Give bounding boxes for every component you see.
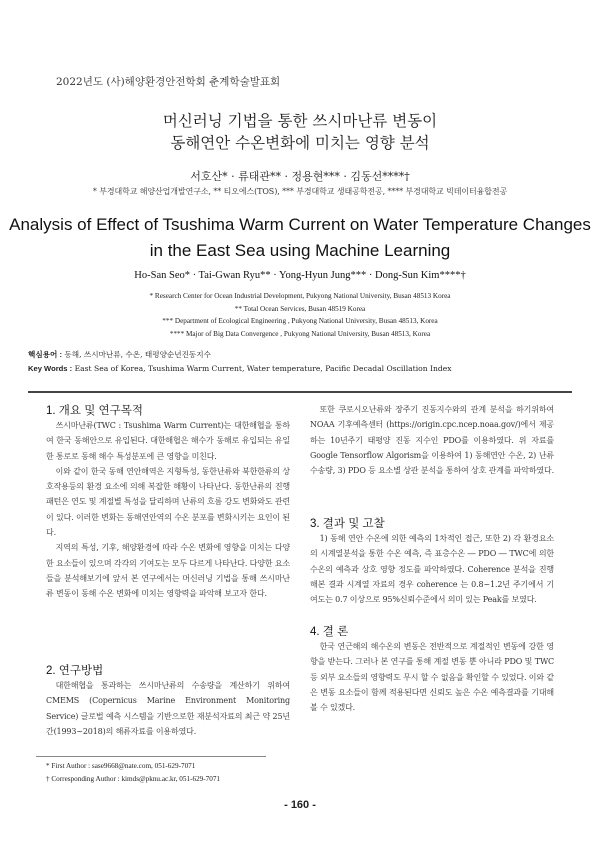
section2-heading: 2. 연구방법 <box>46 665 104 677</box>
section1-paragraph-1: 쓰시마난류(TWC : Tsushima Warm Current)는 대한해협을 통하여 한국 동해안으로 유입된다. 대한해협은 해수가 동해로 유입되는 유일한 통로로 동해 해수 특성분포에 큰 영향을 미친다. <box>46 421 290 461</box>
keywords-korean-text: 동해, 쓰시마난류, 수온, 태평양순년진동지수 <box>64 350 211 359</box>
section1-paragraph-2: 이와 같이 한국 동해 연안해역은 지형특성, 동한난류와 북한한류의 상호작용등의 환경 요소에 의해 복잡한 해황이 나타난다. 동한난류의 진행 패턴은 연도 및 계절별 특성을 달리하며 난류의 흐름 강도 변화와도 관련이 있다. 이러한 변화는 동해연안역의 수온 분포를 변화시키는 요인이 된다. <box>46 466 290 538</box>
english-title <box>0 212 600 264</box>
affiliation-3: *** Department of Ecological Engineering , Pukyong National University, Busan 48513, Korea <box>162 317 438 325</box>
keywords-english-label: Key Words : <box>28 364 73 373</box>
affiliation-2: ** Total Ocean Services, Busan 48519 Korea <box>234 304 366 313</box>
korean-affiliations: * 부경대학교 해양산업개발연구소, ** 티오에스(TOS), *** 부경대학교 생태공학전공, **** 부경대학교 빅데이터융합전공 <box>92 187 508 196</box>
first-author-footnote: * First Author : sase9668@nate.com, 051-629-7071 <box>46 762 196 770</box>
korean-title-line1: 머신러닝 기법을 통한 쓰시마난류 변동이 <box>162 112 438 130</box>
section1-paragraph-3: 지역의 특성, 기후, 해양환경에 따라 수온 변화에 영향을 미치는 다양한 요소들이 있으며 각각의 기여도는 모두 다르게 나타난다. 다양한 요소들을 분석해보기에 앞서 본 연구에서는 머신러닝 기법을 통해 쓰시마난류 변동이 동해 수온 변화에 미치는 영향력을 파악해 보고자 한다. <box>46 543 290 599</box>
section-divider <box>28 391 572 393</box>
footnotes <box>46 760 220 785</box>
section1-body <box>46 418 290 602</box>
english-affiliations <box>0 290 600 340</box>
section1-heading: 1. 개요 및 연구목적 <box>46 405 143 417</box>
affiliation-1: * Research Center for Ocean Industrial Development, Pukyong National University, Busan 48513 Korea <box>149 292 451 300</box>
footnote-divider <box>36 756 266 757</box>
keywords-korean <box>28 349 211 360</box>
korean-authors: 서호산* · 류태관** · 정용현*** · 김동선****† <box>190 170 410 183</box>
right-column-intro <box>310 402 554 478</box>
korean-title-line2: 동해연안 수온변화에 미치는 영향 분석 <box>170 134 430 152</box>
keywords-english-text: East Sea of Korea, Tsushima Warm Current, Water temperature, Pacific Decadal Oscillation Index <box>74 364 452 373</box>
affiliation-4: **** Major of Big Data Convergence , Pukyong National University, Busan 48513, Korea <box>169 329 431 338</box>
methods-continued-paragraph: 또한 쿠로시오난류와 장주기 진동지수와의 관계 분석을 하기위하여 NOAA 기후예측센터 (https://origin.cpc.ncep.noaa.gov/)에서 제공하는 10년주기 태평양 진동 지수인 PDO를 이용하였다. 위 자료를 Google Tensorflow Algorism을 이용하여 1) 동해연안 수온, 2) 난류수송량, 3) PDO 등 요소별 상관 분석을 통하여 상호 관계를 파악하였다. <box>310 405 554 476</box>
page-number: - 160 - <box>284 799 316 811</box>
section4-body <box>310 639 554 715</box>
section2-paragraph-1: 대한해협을 통과하는 쓰시마난류의 수송량을 계산하기 위하여 CMEMS (Copernicus Marine Environment Monitoring Service) 글로벌 예측 시스템을 기반으로한 재분석자료의 최근 약 25년간(1993~2018)의 해류자료를 이용하였다. <box>46 681 290 736</box>
corresponding-author-footnote: † Corresponding Author : kimds@pknu.ac.kr, 051-629-7071 <box>46 774 221 783</box>
keywords-english <box>28 364 452 373</box>
section4-paragraph-1: 한국 연근해의 해수온의 변동은 전반적으로 계절적인 변동에 강한 영향을 받는다. 그러나 본 연구를 통해 계절 변동 뿐 아니라 PDO 및 TWC등 외부 요소들의 영향력도 무시 할 수 없음을 확인할 수 있었다. 이와 같은 변동 요소들이 함께 적용된다면 신뢰도 높은 수온 예측결과를 기대해 볼 수 있겠다. <box>310 642 554 713</box>
korean-title <box>0 110 600 154</box>
section3-heading: 3. 결과 및 고찰 <box>310 518 385 530</box>
english-title-line1: Analysis of Effect of Tsushima Warm Current on Water Temperature Changes <box>9 215 591 234</box>
section4-heading: 4. 결 론 <box>310 626 349 638</box>
english-title-line2: in the East Sea using Machine Learning <box>149 241 451 260</box>
section2-body <box>46 678 290 739</box>
keywords-korean-label: 핵심용어 : <box>28 350 62 359</box>
section3-paragraph-1: 1) 동해 연안 수온에 의한 예측의 1차적인 접근, 또한 2) 각 환경요소의 시계열분석을 통한 수온 예측, 즉 표층수온 ― PDO ― TWC에 의한 수온의 예측과 상호 영향 정도를 파악하였다. Coherence 분석을 진행해본 결과 시계열 자료의 경우 coherence 는 0.8~1.2년 주기에서 기여도는 0.7 이상으로 95%신뢰수준에서 의미 있는 Peak를 보였다. <box>310 534 554 605</box>
conference-header: 2022년도 (사)해양환경안전학회 춘계학술발표회 <box>56 76 281 88</box>
english-authors: Ho-San Seo* · Tai-Gwan Ryu** · Yong-Hyun Jung*** · Dong-Sun Kim****† <box>134 270 466 281</box>
section3-body <box>310 531 554 607</box>
